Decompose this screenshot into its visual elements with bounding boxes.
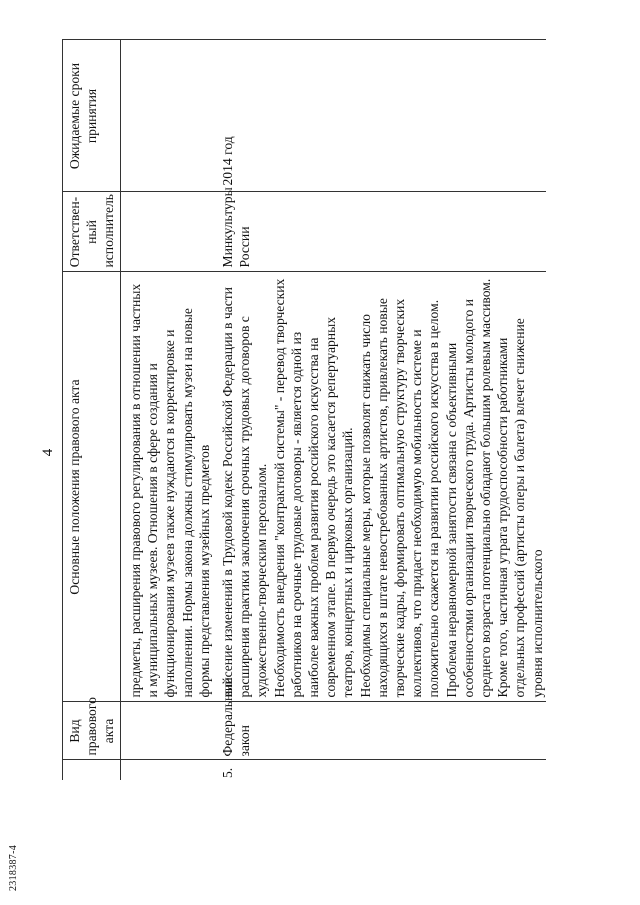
header-responsible: Ответствен-ный исполнитель bbox=[63, 192, 121, 272]
header-number bbox=[63, 760, 121, 780]
table-row-continuation bbox=[121, 40, 214, 780]
table-header-row bbox=[63, 40, 121, 780]
document-code: 2318387-4 bbox=[8, 844, 19, 891]
row-number: 5. bbox=[213, 760, 546, 780]
header-term: Ожидаемые сроки принятия bbox=[63, 40, 121, 192]
provision-paragraph: Необходимы специальные меры, которые позволят снижать число находящихся в штате невостребованных артистов, привлекать новые творческие кадры, формировать оптимальную структуру творческих коллективов, что придаст необходимую мобильность системе и положительно скажется на развитии российского искусства в целом. bbox=[357, 298, 442, 698]
legal-acts-table bbox=[62, 40, 546, 781]
row-responsible: Минкультуры России bbox=[213, 192, 546, 272]
row-term: 2014 год bbox=[213, 40, 546, 192]
page-number: 4 bbox=[40, 448, 56, 457]
provision-paragraph: внесение изменений в Трудовой кодекс Российской Федерации в части расширения практики заключения срочных трудовых договоров с художественно-творческим персоналом. bbox=[220, 287, 270, 698]
table-row bbox=[213, 40, 546, 780]
row-main-provisions bbox=[213, 272, 546, 702]
row-act-kind: Федеральный закон bbox=[213, 702, 546, 760]
header-main-provisions: Основные положения правового акта bbox=[63, 272, 121, 702]
continuation-text: предметы, расширения правового регулирования в отношении частных и муниципальных музеев. Отношения в сфере создания и функционирования музеев также нуждаются в корректировке и наполнении. Нормы закона должны стимулировать музеи на новые формы представления музейных предметов bbox=[128, 283, 212, 698]
provision-paragraph: Необходимость внедрения "контрактной системы" - перевод творческих работников на срочные трудовые договоры - является одной из наиболее важных проблем развития российского искусства на современном этапе. В первую очередь это касается репертуарных театров, концертных и цирковых организаций. bbox=[271, 278, 356, 698]
header-act-kind: Вид правового акта bbox=[63, 702, 121, 760]
provision-paragraph: Проблема неравномерной занятости связана с объективными особенностями организации творческого труда. Артисты молодого и среднего возраста потенциально обладают большим ролевым массивом. Кроме того, частичная утрата трудоспособности работниками отдельных профессий (артисты оперы и балета) влечет снижение уровня исполнительского bbox=[443, 278, 545, 698]
